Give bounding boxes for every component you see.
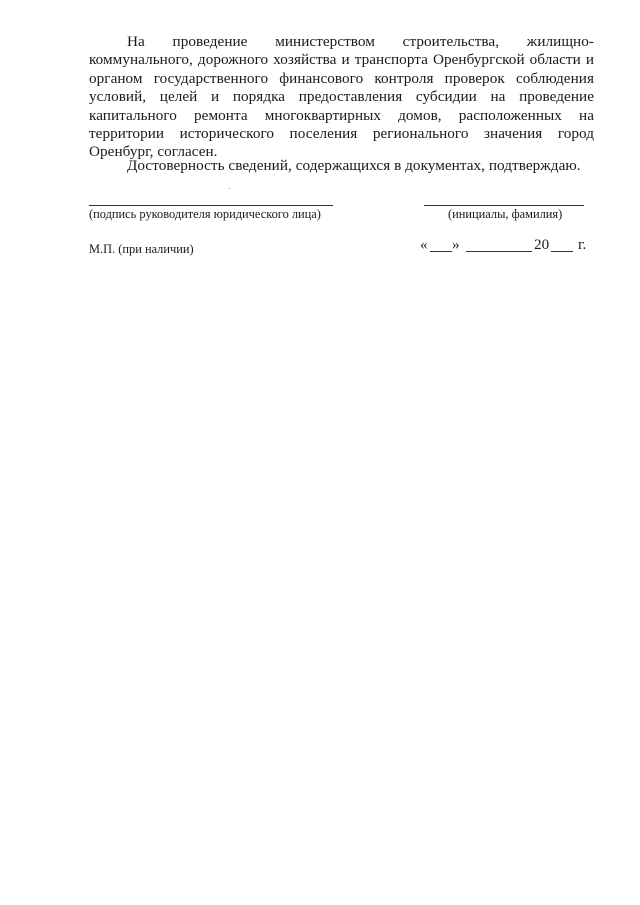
date-year-blank	[551, 251, 573, 252]
date-day-blank	[430, 251, 452, 252]
name-caption: (инициалы, фамилия)	[448, 207, 563, 221]
signature-caption: (подпись руководителя юридического лица)	[89, 207, 321, 221]
date-month-blank	[466, 251, 532, 252]
signature-line	[89, 205, 333, 206]
date-year-prefix: 20	[534, 236, 550, 253]
consent-paragraph: На проведение министерством строительства, жилищно-коммунального, дорожного хозяйства и транспорта Оренбургской области и органом государственного финансового контроля проверок соблюдения условий, целей и порядка предоставления субсидии на проведение капитального ремонта многоквартирных домов, расположенных на территории исторического поселения регионального значения город Оренбург, согласен.	[89, 33, 594, 161]
name-line	[424, 205, 584, 206]
confirmation-paragraph: Достоверность сведений, содержащихся в документах, подтверждаю.	[127, 157, 581, 174]
seal-label: М.П. (при наличии)	[89, 242, 194, 256]
date-open-quote: «	[420, 236, 428, 253]
date-year-suffix: г.	[578, 236, 587, 253]
scan-speck	[229, 188, 230, 189]
date-close-quote: »	[452, 236, 460, 253]
